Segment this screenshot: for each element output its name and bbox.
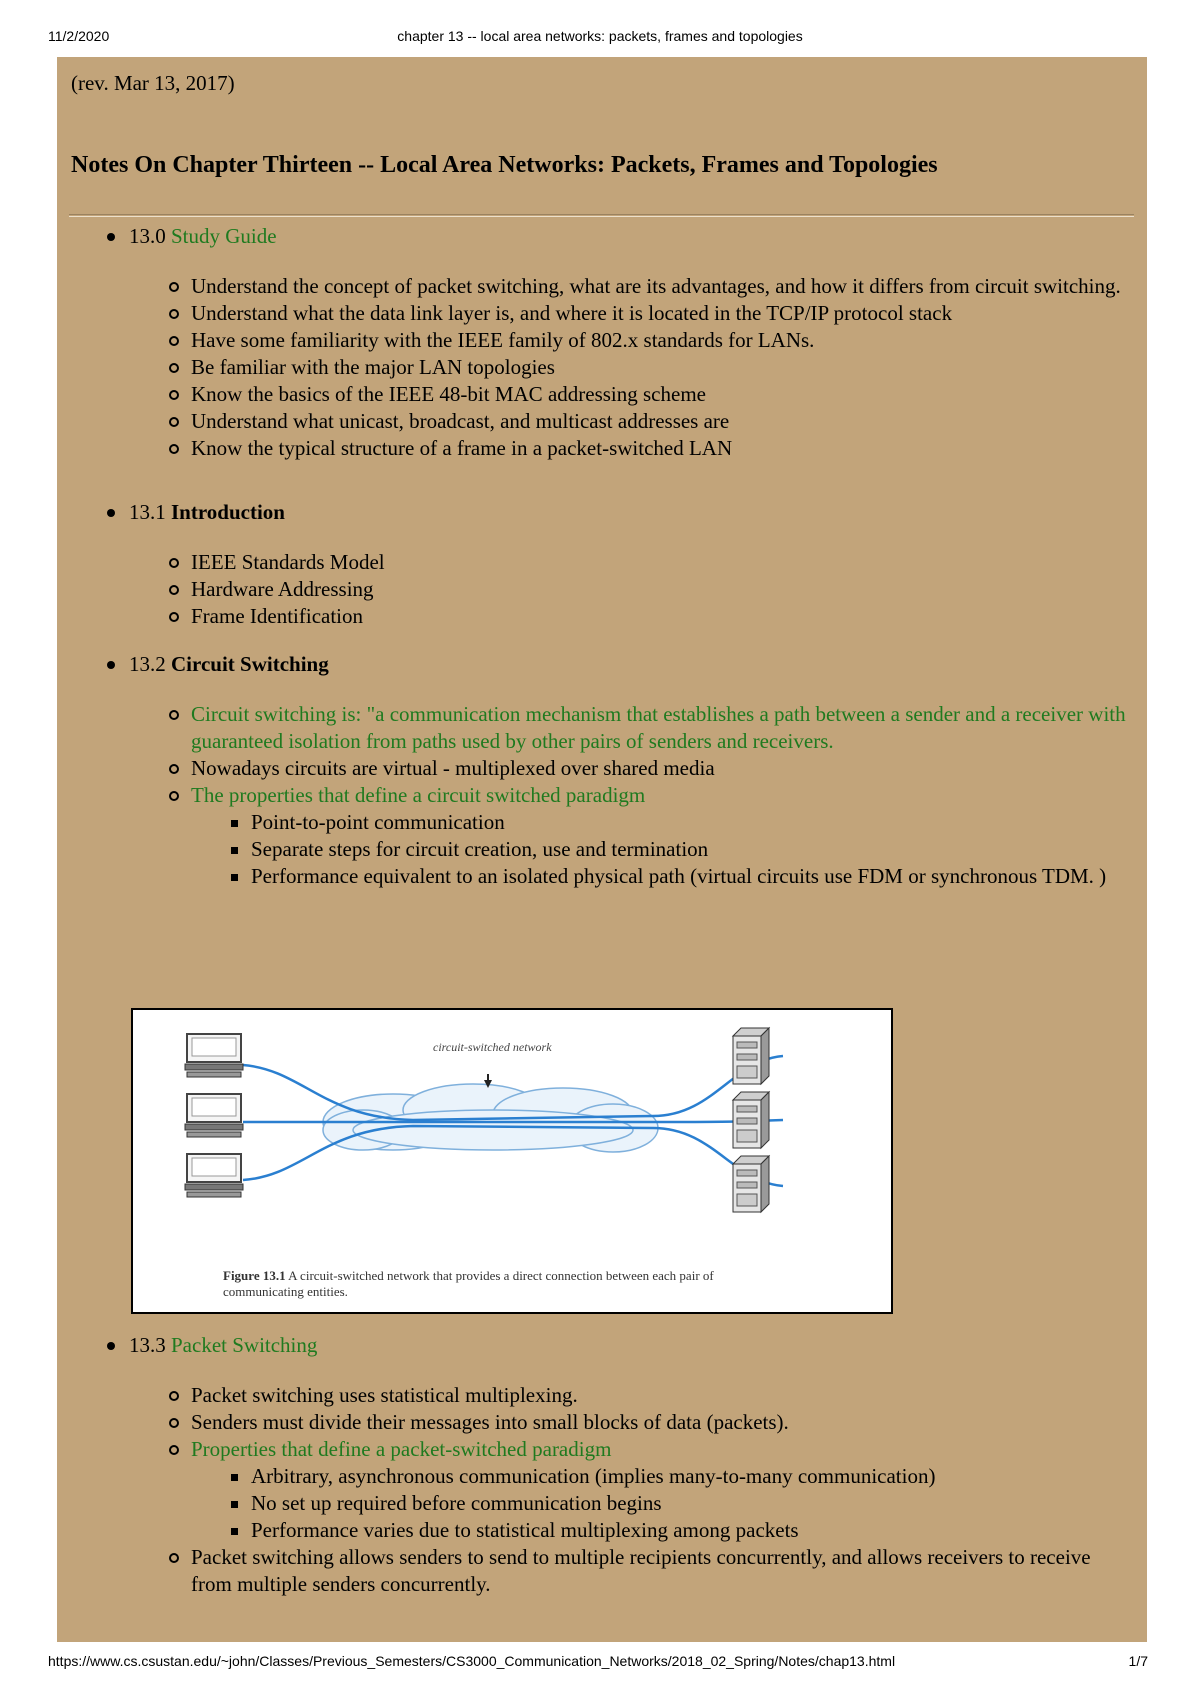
bullet-circle — [169, 791, 179, 801]
list-item: Have some familiarity with the IEEE family of 802.x standards for LANs. — [167, 327, 1127, 354]
section-13-0 — [107, 223, 1127, 250]
introduction-list — [167, 549, 1127, 630]
circuit-definition-link[interactable]: Circuit switching is: "a communication mechanism that establishes a path between a sender and a receiver with guaranteed isolation from paths used by other pairs of senders and receivers. — [191, 702, 1126, 753]
list-item: Nowadays circuits are virtual - multiplexed over shared media — [167, 755, 1127, 782]
section-13-2 — [107, 651, 1127, 678]
bullet-disc — [107, 1342, 115, 1350]
packet-properties-link[interactable]: Properties that define a packet-switched paradigm — [191, 1437, 612, 1461]
figure-caption — [223, 1268, 783, 1300]
section-13-3 — [107, 1332, 1127, 1359]
circuit-network-diagram — [133, 1010, 891, 1312]
bullet-disc — [107, 509, 115, 517]
list-item: Performance equivalent to an isolated physical path (virtual circuits use FDM or synchronous TDM. ) — [227, 863, 1127, 890]
section-13-1 — [107, 499, 1127, 526]
section-heading: Introduction — [171, 500, 285, 524]
server-icon — [733, 1092, 769, 1148]
bullet-circle — [169, 390, 179, 400]
bullet-square — [231, 1501, 238, 1508]
divider — [69, 214, 1134, 217]
bullet-square — [231, 1528, 238, 1535]
section-number: 13.2 — [129, 652, 166, 676]
print-date: 11/2/2020 — [48, 28, 110, 44]
print-header — [0, 28, 1200, 48]
bullet-circle — [169, 282, 179, 292]
figure-13-1 — [131, 1008, 893, 1314]
server-icon — [733, 1028, 769, 1084]
figure-number: Figure 13.1 — [223, 1268, 286, 1283]
bullet-square — [231, 1474, 238, 1481]
bullet-circle — [169, 336, 179, 346]
packet-properties-list — [191, 1463, 1127, 1544]
section-number: 13.3 — [129, 1333, 166, 1357]
packet-switching-link[interactable]: Packet Switching — [171, 1333, 318, 1357]
bullet-circle — [169, 363, 179, 373]
bullet-circle — [169, 1445, 179, 1455]
bullet-circle — [169, 764, 179, 774]
list-item: Senders must divide their messages into small blocks of data (packets). — [167, 1409, 1127, 1436]
bullet-square — [231, 820, 238, 827]
list-item: Packet switching allows senders to send to multiple recipients concurrently, and allows receivers to receive from multiple senders concurrently. — [167, 1544, 1127, 1598]
circuit-properties-list — [191, 809, 1127, 890]
revision-date: (rev. Mar 13, 2017) — [71, 71, 235, 95]
list-item: Understand what the data link layer is, and where it is located in the TCP/IP protocol stack — [167, 300, 1127, 327]
study-guide-link[interactable]: Study Guide — [171, 224, 277, 248]
network-label: circuit-switched network — [433, 1040, 552, 1054]
computer-icon — [185, 1154, 243, 1197]
computer-icon — [185, 1094, 243, 1137]
packet-switching-list — [167, 1382, 1127, 1598]
bullet-circle — [169, 417, 179, 427]
server-icon — [733, 1156, 769, 1212]
list-item: Understand the concept of packet switching, what are its advantages, and how it differs from circuit switching. — [167, 273, 1127, 300]
bullet-square — [231, 874, 238, 881]
bullet-square — [231, 847, 238, 854]
list-item: Arbitrary, asynchronous communication (implies many-to-many communication) — [227, 1463, 1127, 1490]
list-item: Packet switching uses statistical multiplexing. — [167, 1382, 1127, 1409]
list-item: Performance varies due to statistical multiplexing among packets — [227, 1517, 1127, 1544]
bullet-circle — [169, 1391, 179, 1401]
list-item: Hardware Addressing — [167, 576, 1127, 603]
section-number: 13.0 — [129, 224, 166, 248]
list-item: No set up required before communication begins — [227, 1490, 1127, 1517]
list-item: Separate steps for circuit creation, use and termination — [227, 836, 1127, 863]
bullet-circle — [169, 585, 179, 595]
page-number: 1/7 — [1128, 1653, 1148, 1669]
list-item: Know the basics of the IEEE 48-bit MAC addressing scheme — [167, 381, 1127, 408]
bullet-circle — [169, 612, 179, 622]
bullet-disc — [107, 233, 115, 241]
bullet-circle — [169, 309, 179, 319]
list-item: Point-to-point communication — [227, 809, 1127, 836]
list-item: Understand what unicast, broadcast, and multicast addresses are — [167, 408, 1127, 435]
page-title: Notes On Chapter Thirteen -- Local Area Networks: Packets, Frames and Topologies — [71, 152, 938, 178]
bullet-circle — [169, 1553, 179, 1563]
list-item: Frame Identification — [167, 603, 1127, 630]
list-item: IEEE Standards Model — [167, 549, 1127, 576]
circuit-properties-link[interactable]: The properties that define a circuit switched paradigm — [191, 783, 646, 807]
bullet-circle — [169, 710, 179, 720]
circuit-lines — [243, 1056, 783, 1186]
print-footer — [0, 1653, 1200, 1673]
bullet-circle — [169, 558, 179, 568]
bullet-circle — [169, 1418, 179, 1428]
list-item: Be familiar with the major LAN topologies — [167, 354, 1127, 381]
source-url: https://www.cs.csustan.edu/~john/Classes/Previous_Semesters/CS3000_Communication_Networks/2018_02_Spring/Notes/chap13.html — [48, 1653, 896, 1669]
computer-icon — [185, 1034, 243, 1077]
figure-caption-text: A circuit-switched network that provides a direct connection between each pair of communicating entities. — [223, 1268, 714, 1299]
bullet-disc — [107, 661, 115, 669]
print-title: chapter 13 -- local area networks: packets, frames and topologies — [397, 28, 803, 44]
list-item: Know the typical structure of a frame in a packet-switched LAN — [167, 435, 1127, 462]
circuit-switching-list — [167, 701, 1127, 890]
document-page — [57, 57, 1147, 1642]
list-item — [167, 1436, 1127, 1544]
list-item — [167, 701, 1127, 755]
section-number: 13.1 — [129, 500, 166, 524]
section-heading: Circuit Switching — [171, 652, 329, 676]
list-item — [167, 782, 1127, 890]
study-guide-list — [167, 273, 1127, 462]
bullet-circle — [169, 444, 179, 454]
